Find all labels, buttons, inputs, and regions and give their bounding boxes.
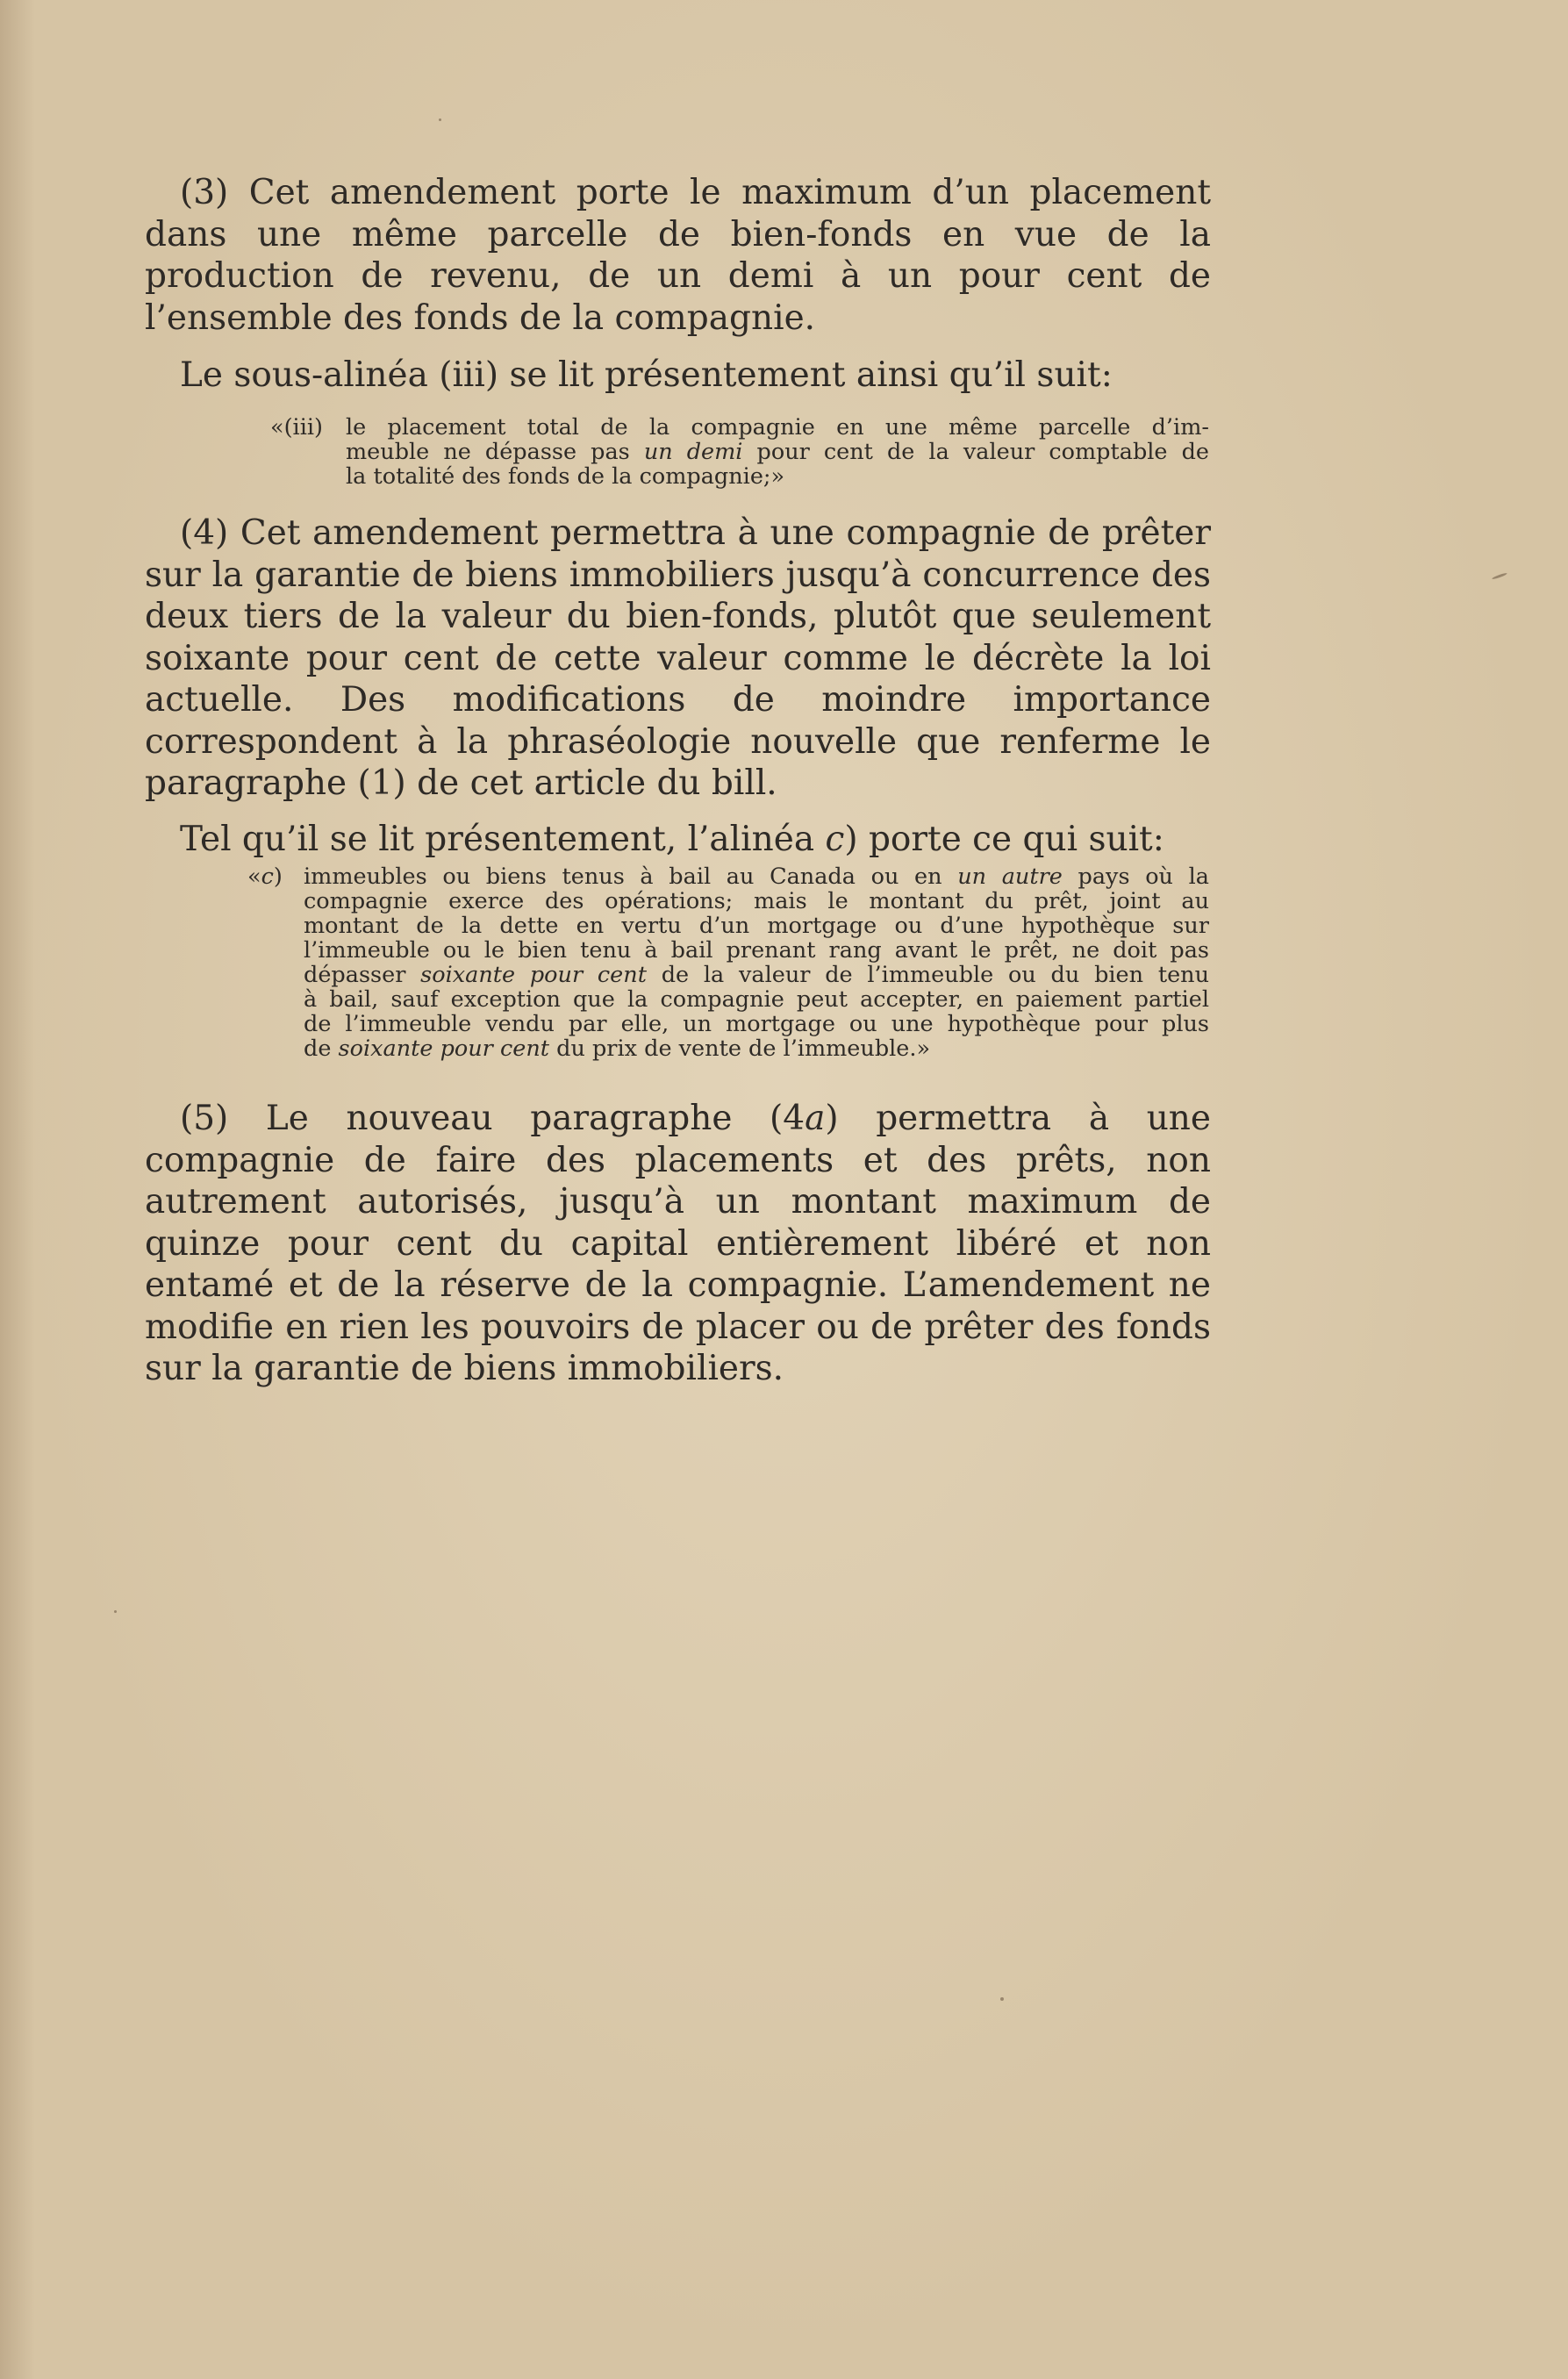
quote-c-marker — [247, 864, 283, 889]
intro-sous-alinea-iii — [180, 355, 1113, 396]
paragraph-3-text: (3) Cet amendement porte le maximum d’un placement dans une même parcelle de bien-fonds en vue de la production de revenu, de un demi à un pour cent de l’ensemble des fonds de la compagnie. — [145, 173, 1211, 338]
intro-c-text-a: Tel qu’il se lit présentement, l’alinéa — [180, 820, 826, 859]
quote-c-line-7 — [304, 1012, 1209, 1036]
quote-iii-line-3 — [346, 464, 1209, 489]
intro-alinea-c — [180, 819, 1164, 860]
quote-iii-line2-em: un demi — [643, 439, 743, 465]
quote-c-line-3 — [304, 914, 1209, 938]
quote-c-line6-text: à bail, sauf exception que la compagnie peut accepter, en paiement partiel — [304, 986, 1209, 1013]
intro-iii-text: Le sous-alinéa (iii) se lit présentement ainsi qu’il suit: — [180, 355, 1113, 395]
paper-speck — [1000, 1997, 1004, 2001]
quote-c-line1-b: pays où la — [1062, 863, 1209, 890]
quote-c-line1-em: un autre — [957, 863, 1063, 890]
quote-c-line-5 — [304, 963, 1209, 987]
quote-iii-line2-b: pour cent de la valeur comptable de — [742, 439, 1209, 465]
quote-iii-line3-text: la totalité des fonds de la compagnie;» — [346, 463, 785, 490]
quote-c-line5-a: dépasser — [304, 962, 421, 988]
intro-c-text-b: ) porte ce qui suit: — [844, 820, 1164, 859]
quote-c-marker-em: c — [261, 863, 274, 890]
paragraph-5 — [145, 1098, 1211, 1390]
quote-c-line8-em: soixante pour cent — [338, 1035, 550, 1062]
quote-iii-line-2 — [346, 440, 1209, 464]
paper-speck — [114, 1610, 117, 1613]
intro-c-text-em: c — [825, 820, 845, 859]
quote-iii-marker: «(iii) — [270, 414, 323, 441]
paragraph-4 — [145, 512, 1211, 805]
quote-c-line8-b: du prix de vente de l’immeuble.» — [549, 1035, 931, 1062]
quote-c-line5-em: soixante pour cent — [420, 962, 647, 988]
quote-c-line-4 — [304, 938, 1209, 963]
quote-c-marker-a: « — [247, 863, 261, 890]
quote-c-line1-a: immeubles ou biens tenus à bail au Canada ou en — [304, 863, 958, 890]
paper-speck — [1492, 572, 1507, 580]
paper-speck — [439, 118, 441, 121]
quote-c-line2-text: compagnie exerce des opérations; mais le montant du prêt, joint au — [304, 888, 1209, 914]
quote-c-line8-a: de — [304, 1035, 339, 1062]
quote-c-line-6 — [304, 987, 1209, 1012]
quote-c-line4-text: l’immeuble ou le bien tenu à bail prenant rang avant le prêt, ne doit pas — [304, 937, 1209, 964]
quote-c-line-2 — [304, 889, 1209, 914]
quote-iii-line2-a: meuble ne dépasse pas — [346, 439, 644, 465]
quote-iii-line-1 — [346, 415, 1209, 440]
quote-c-marker-b: ) — [273, 863, 283, 890]
paragraph-3 — [145, 172, 1211, 339]
quote-c-line3-text: montant de la dette en vertu d’un mortgage ou d’une hypothèque sur — [304, 913, 1209, 939]
quote-iii-line1-text: le placement total de la compagnie en une même parcelle d’im- — [346, 414, 1209, 441]
quote-c-line7-text: de l’immeuble vendu par elle, un mortgage ou une hypothèque pour plus — [304, 1011, 1209, 1037]
quote-c-line-8 — [304, 1036, 1209, 1061]
quote-c-line5-b: de la valeur de l’immeuble ou du bien tenu — [646, 962, 1210, 988]
paragraph-4-text: (4) Cet amendement permettra à une compagnie de prêter sur la garantie de biens immobiliers jusqu’à concurrence des deux tiers de la valeur du bien-fonds, plutôt que seulement soixante pour cent de cette valeur comme le décrète la loi actuelle. Des modifications de moindre importance correspondent à la phraséologie nouvelle que renferme le paragraphe (1) de cet article du bill. — [145, 513, 1211, 803]
paragraph-5-text-a: (5) Le nouveau paragraphe (4 — [180, 1099, 805, 1138]
quote-c-line-1 — [304, 864, 1209, 889]
paragraph-5-text-em: a — [805, 1099, 826, 1138]
paragraph-5-text-b: ) permettra à une compagnie de faire des placements et des prêts, non autrement autorisés, jusqu’à un montant maximum de quinze pour cent du capital entièrement libéré et non entamé et de la réserve de la compagnie. L’amendement ne modifie en rien les pouvoirs de placer ou de prêter des fonds sur la garantie de biens immobiliers. — [145, 1099, 1212, 1388]
